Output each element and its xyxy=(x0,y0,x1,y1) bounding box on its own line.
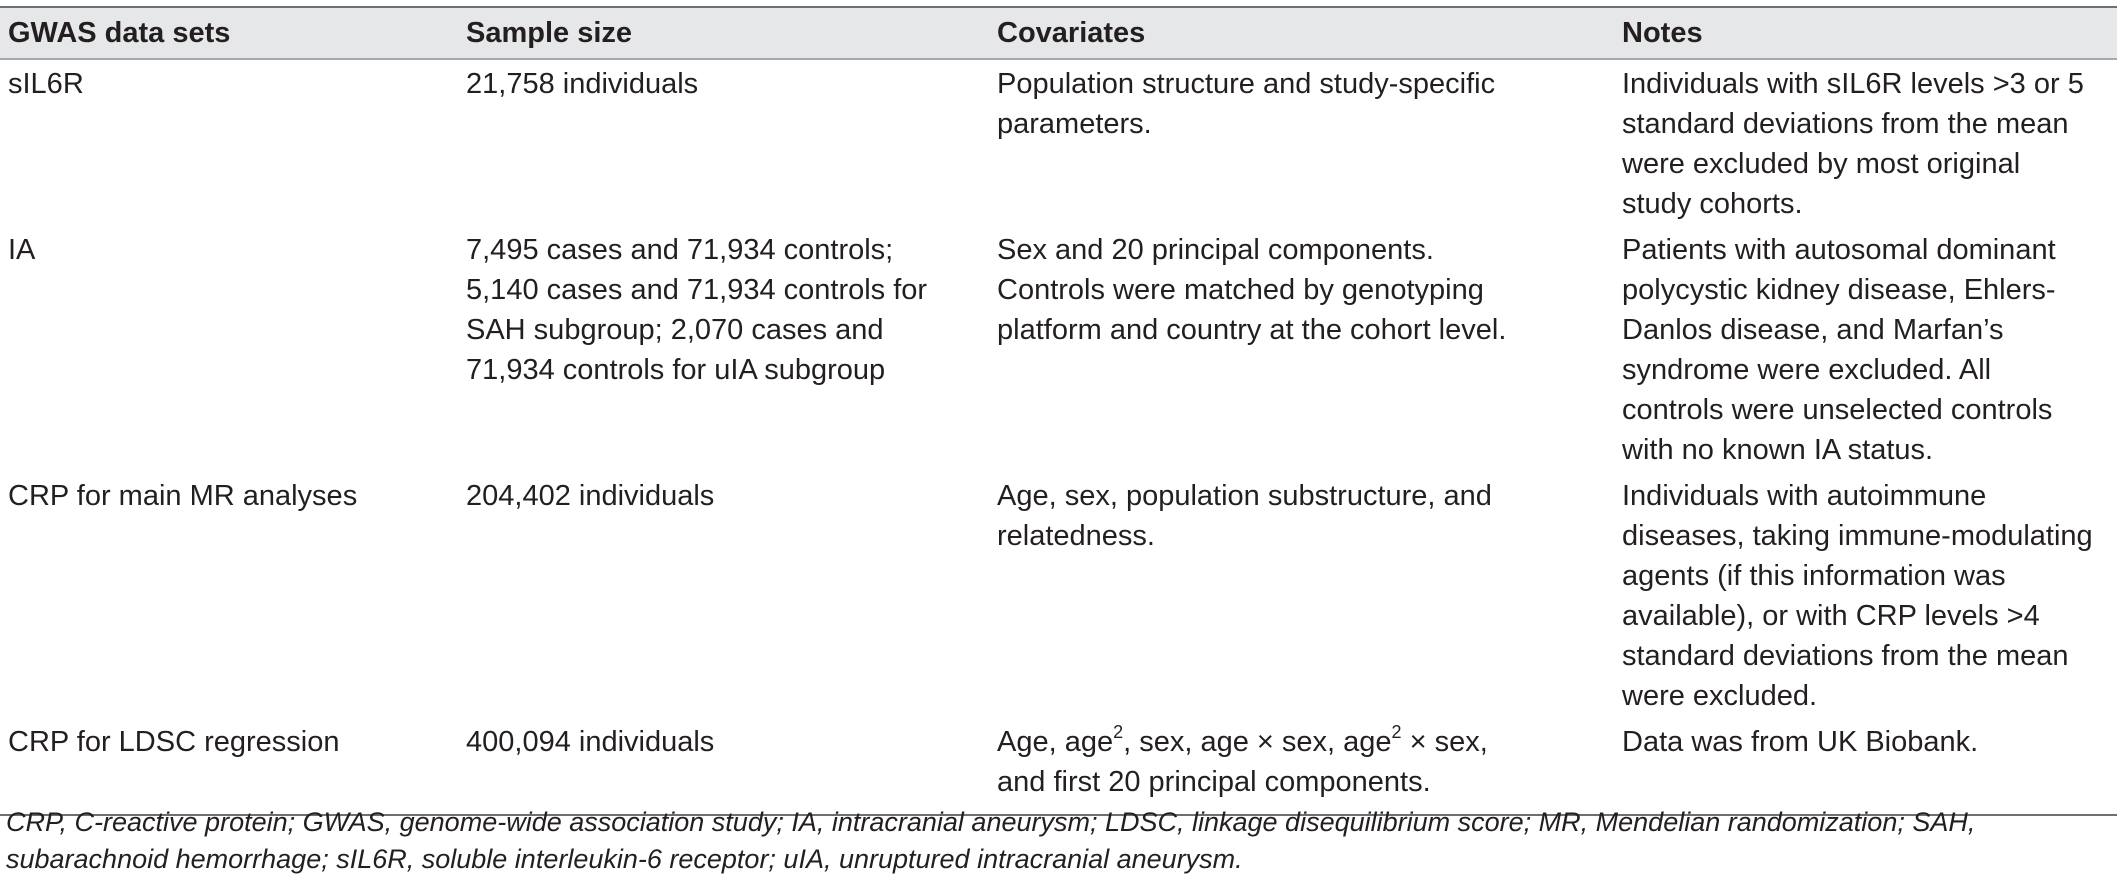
table-row xyxy=(0,59,2117,226)
cell-notes: Data was from UK Biobank. xyxy=(1614,718,2117,815)
header-covariates: Covariates xyxy=(989,7,1614,59)
header-sample-size: Sample size xyxy=(458,7,989,59)
superscript: 2 xyxy=(1113,722,1124,743)
cell-dataset: CRP for main MR analyses xyxy=(8,480,358,512)
covariates-text: and first 20 principal components. xyxy=(997,766,1431,798)
cell-notes: Patients with autosomal dominant polycystic kidney disease, Ehlers-Danlos disease, and Marfan’s syndrome were excluded. All controls were unselected controls with no known IA status. xyxy=(1622,234,2056,466)
cell-covariates xyxy=(989,59,1614,226)
cell-sample-size: 21,758 individuals xyxy=(466,68,699,100)
table-footnote: CRP, C-reactive protein; GWAS, genome-wide association study; IA, intracranial aneurysm; LDSC, linkage disequilibrium score; MR, Mendelian randomization; SAH, subarachnoid hemorrhage; sIL6R, soluble interleukin-6 receptor; uIA, unruptured intracranial aneurysm. xyxy=(6,807,1976,874)
table-row xyxy=(0,472,2117,718)
cell-sample-size: 7,495 cases and 71,934 controls; 5,140 cases and 71,934 controls for SAH subgroup; 2,070 cases and 71,934 controls for uIA subgroup xyxy=(466,234,928,386)
gwas-datasets-table xyxy=(0,6,2117,816)
cell-sample-size: 204,402 individuals xyxy=(466,480,715,512)
cell-dataset: IA xyxy=(8,234,36,266)
covariates-line xyxy=(997,722,1590,762)
cell-notes: Individuals with autoimmune diseases, taking immune-modulating agents (if this information was available), or with CRP levels >4 standard deviations from the mean were excluded. xyxy=(1622,480,2093,712)
covariates-text: Age, age xyxy=(997,726,1114,758)
table-row xyxy=(0,718,2117,815)
cell-notes: Individuals with sIL6R levels >3 or 5 standard deviations from the mean were excluded by most original study cohorts. xyxy=(1622,68,2084,220)
table-header-row xyxy=(0,7,2117,59)
covariates-text: Sex and 20 principal components. xyxy=(997,234,1434,266)
table-row xyxy=(0,226,2117,472)
covariates-text: Population structure and study-specific parameters. xyxy=(997,68,1496,140)
header-notes: Notes xyxy=(1614,7,2117,59)
cell-covariates xyxy=(989,472,1614,718)
covariates-text: Controls were matched by genotyping platform and country at the cohort level. xyxy=(997,274,1507,346)
covariates-text: × sex, xyxy=(1401,726,1488,758)
cell-sample-size: 400,094 individuals xyxy=(458,718,989,815)
cell-dataset: sIL6R xyxy=(8,68,84,100)
cell-dataset: CRP for LDSC regression xyxy=(0,718,458,815)
covariates-text: Age, sex, population substructure, and relatedness. xyxy=(997,480,1492,552)
cell-covariates xyxy=(989,718,1614,815)
cell-covariates xyxy=(989,226,1614,472)
covariates-text: , sex, age × sex, age xyxy=(1123,726,1392,758)
superscript: 2 xyxy=(1391,722,1402,743)
header-gwas-data-sets: GWAS data sets xyxy=(0,7,458,59)
